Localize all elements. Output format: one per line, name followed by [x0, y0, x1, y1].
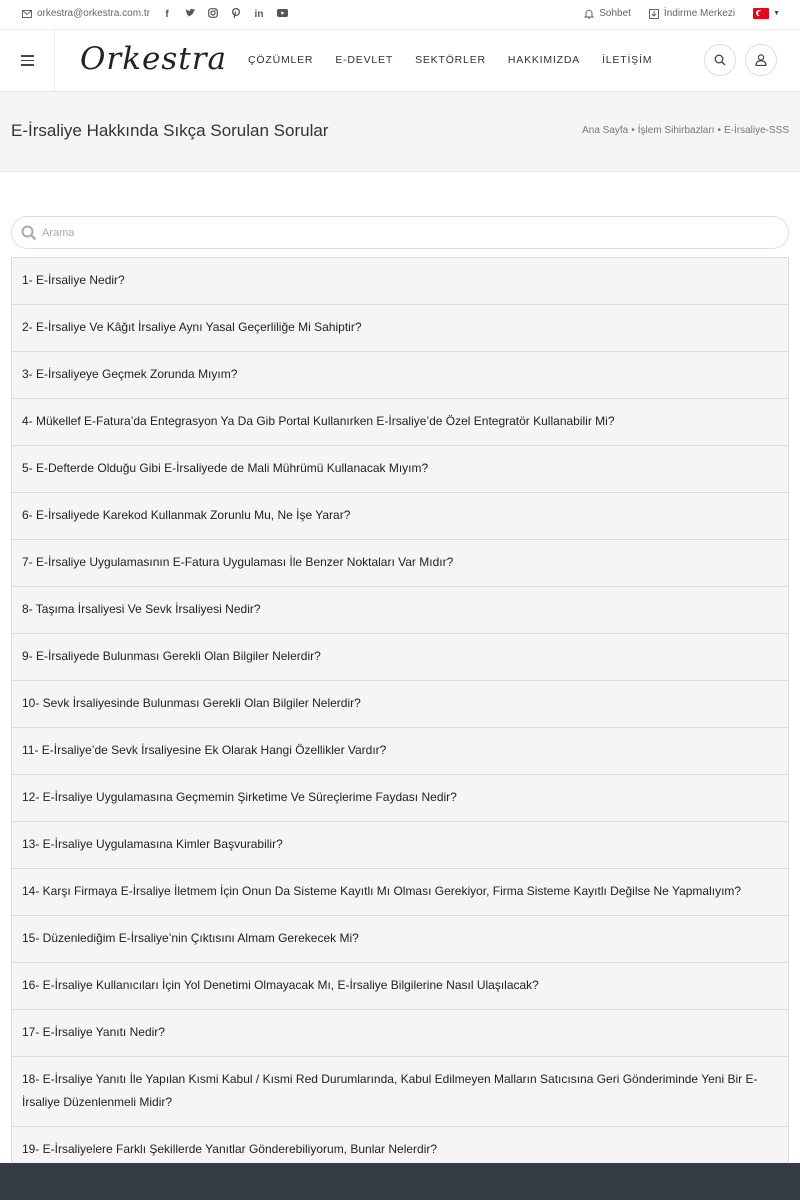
faq-item[interactable]: 15- Düzenlediğim E-İrsaliye’nin Çıktısını Almam Gerekecek Mi?	[12, 916, 788, 963]
page-title: E-İrsaliye Hakkında Sıkça Sorulan Sorular	[11, 121, 329, 140]
facebook-icon[interactable]: f	[165, 9, 169, 20]
logo[interactable]: Orkestra	[80, 41, 228, 77]
faq-item[interactable]: 14- Karşı Firmaya E-İrsaliye İletmem İçin Onun Da Sisteme Kayıtlı Mı Olması Gerekiyor, Firma Sisteme Kayıtlı Değilse Ne Yapmalıyım?	[12, 869, 788, 916]
search-icon	[714, 54, 726, 66]
faq-item[interactable]: 8- Taşıma İrsaliyesi Ve Sevk İrsaliyesi Nedir?	[12, 587, 788, 634]
footer	[0, 1163, 800, 1200]
page-title-bar	[0, 92, 800, 172]
hamburger-icon	[21, 55, 34, 57]
faq-item[interactable]: 12- E-İrsaliye Uygulamasına Geçmemin Şirketime Ve Süreçlerime Faydası Nedir?	[12, 775, 788, 822]
faq-item[interactable]: 16- E-İrsaliye Kullanıcıları İçin Yol Denetimi Olmayacak Mı, E-İrsaliye Bilgilerine Nasıl Ulaşılacak?	[12, 963, 788, 1010]
instagram-icon[interactable]	[208, 8, 218, 22]
linkedin-icon[interactable]: in	[254, 9, 264, 20]
breadcrumb-wizards[interactable]: İşlem Sihirbazları	[637, 125, 715, 136]
tr-flag-icon	[753, 8, 769, 19]
faq-item[interactable]: 19- E-İrsaliyelere Farklı Şekillerde Yanıtlar Gönderebiliyorum, Bunlar Nelerdir?	[12, 1127, 788, 1174]
twitter-icon[interactable]	[185, 8, 195, 22]
faq-item[interactable]: 6- E-İrsaliyede Karekod Kullanmak Zorunlu Mu, Ne İşe Yarar?	[12, 493, 788, 540]
main-nav	[248, 54, 652, 66]
download-icon	[649, 9, 659, 19]
nav-item-contact[interactable]: İLETİŞİM	[602, 54, 653, 66]
faq-item[interactable]: 7- E-İrsaliye Uygulamasının E-Fatura Uygulaması İle Benzer Noktaları Var Mıdır?	[12, 540, 788, 587]
download-center-link[interactable]	[649, 8, 735, 19]
breadcrumb	[582, 125, 789, 136]
chat-link[interactable]	[584, 8, 631, 19]
faq-item[interactable]: 2- E-İrsaliye Ve Kâğıt İrsaliye Aynı Yasal Geçerliliğe Mi Sahiptir?	[12, 305, 788, 352]
breadcrumb-separator: •	[717, 125, 721, 136]
faq-list	[11, 257, 789, 1174]
caret-down-icon: ▼	[773, 10, 780, 17]
user-icon	[755, 54, 767, 66]
faq-item[interactable]: 4- Mükellef E-Fatura’da Entegrasyon Ya Da Gib Portal Kullanırken E-İrsaliye’de Özel Entegratör Kullanabilir Mi?	[12, 399, 788, 446]
nav-item-e-government[interactable]: E-DEVLET	[335, 54, 394, 66]
nav-item-solutions[interactable]: ÇÖZÜMLER	[248, 54, 314, 66]
download-center-label: İndirme Merkezi	[663, 8, 736, 19]
faq-item[interactable]: 18- E-İrsaliye Yanıtı İle Yapılan Kısmi Kabul / Kısmi Red Durumlarında, Kabul Edilmeyen Malların Satıcısına Geri Gönderiminde Yeni Bir E-İrsaliye Düzenlenmeli Midir?	[12, 1057, 788, 1127]
social-links	[162, 8, 287, 22]
envelope-icon	[22, 10, 32, 18]
menu-button[interactable]	[0, 30, 55, 91]
pinterest-icon[interactable]	[231, 8, 241, 22]
email-text: orkestra@orkestra.com.tr	[37, 8, 150, 19]
nav-item-about[interactable]: HAKKIMIZDA	[507, 54, 581, 66]
top-bar	[0, 0, 800, 30]
faq-item[interactable]: 1- E-İrsaliye Nedir?	[12, 258, 788, 305]
faq-item[interactable]: 3- E-İrsaliyeye Geçmek Zorunda Mıyım?	[12, 352, 788, 399]
breadcrumb-home[interactable]: Ana Sayfa	[582, 125, 629, 136]
user-button[interactable]	[745, 44, 777, 76]
faq-search	[11, 216, 789, 249]
email-link[interactable]	[22, 8, 150, 19]
faq-item[interactable]: 13- E-İrsaliye Uygulamasına Kimler Başvurabilir?	[12, 822, 788, 869]
search-input[interactable]	[42, 224, 742, 242]
breadcrumb-current: E-İrsaliye-SSS	[723, 125, 789, 136]
faq-item[interactable]: 17- E-İrsaliye Yanıtı Nedir?	[12, 1010, 788, 1057]
youtube-icon[interactable]	[277, 8, 287, 22]
faq-item[interactable]: 11- E-İrsaliye’de Sevk İrsaliyesine Ek Olarak Hangi Özellikler Vardır?	[12, 728, 788, 775]
main-header	[0, 30, 800, 92]
faq-item[interactable]: 9- E-İrsaliyede Bulunması Gerekli Olan Bilgiler Nelerdir?	[12, 634, 788, 681]
faq-item[interactable]: 5- E-Defterde Olduğu Gibi E-İrsaliyede de Mali Mührümü Kullanacak Mıyım?	[12, 446, 788, 493]
search-button[interactable]	[704, 44, 736, 76]
search-icon	[21, 225, 37, 241]
top-bar-right	[584, 8, 780, 19]
nav-item-sectors[interactable]: SEKTÖRLER	[415, 54, 486, 66]
breadcrumb-separator: •	[631, 125, 635, 136]
faq-item[interactable]: 10- Sevk İrsaliyesinde Bulunması Gerekli Olan Bilgiler Nelerdir?	[12, 681, 788, 728]
language-selector[interactable]	[753, 8, 780, 19]
bell-icon	[584, 9, 594, 19]
chat-label: Sohbet	[599, 8, 631, 19]
